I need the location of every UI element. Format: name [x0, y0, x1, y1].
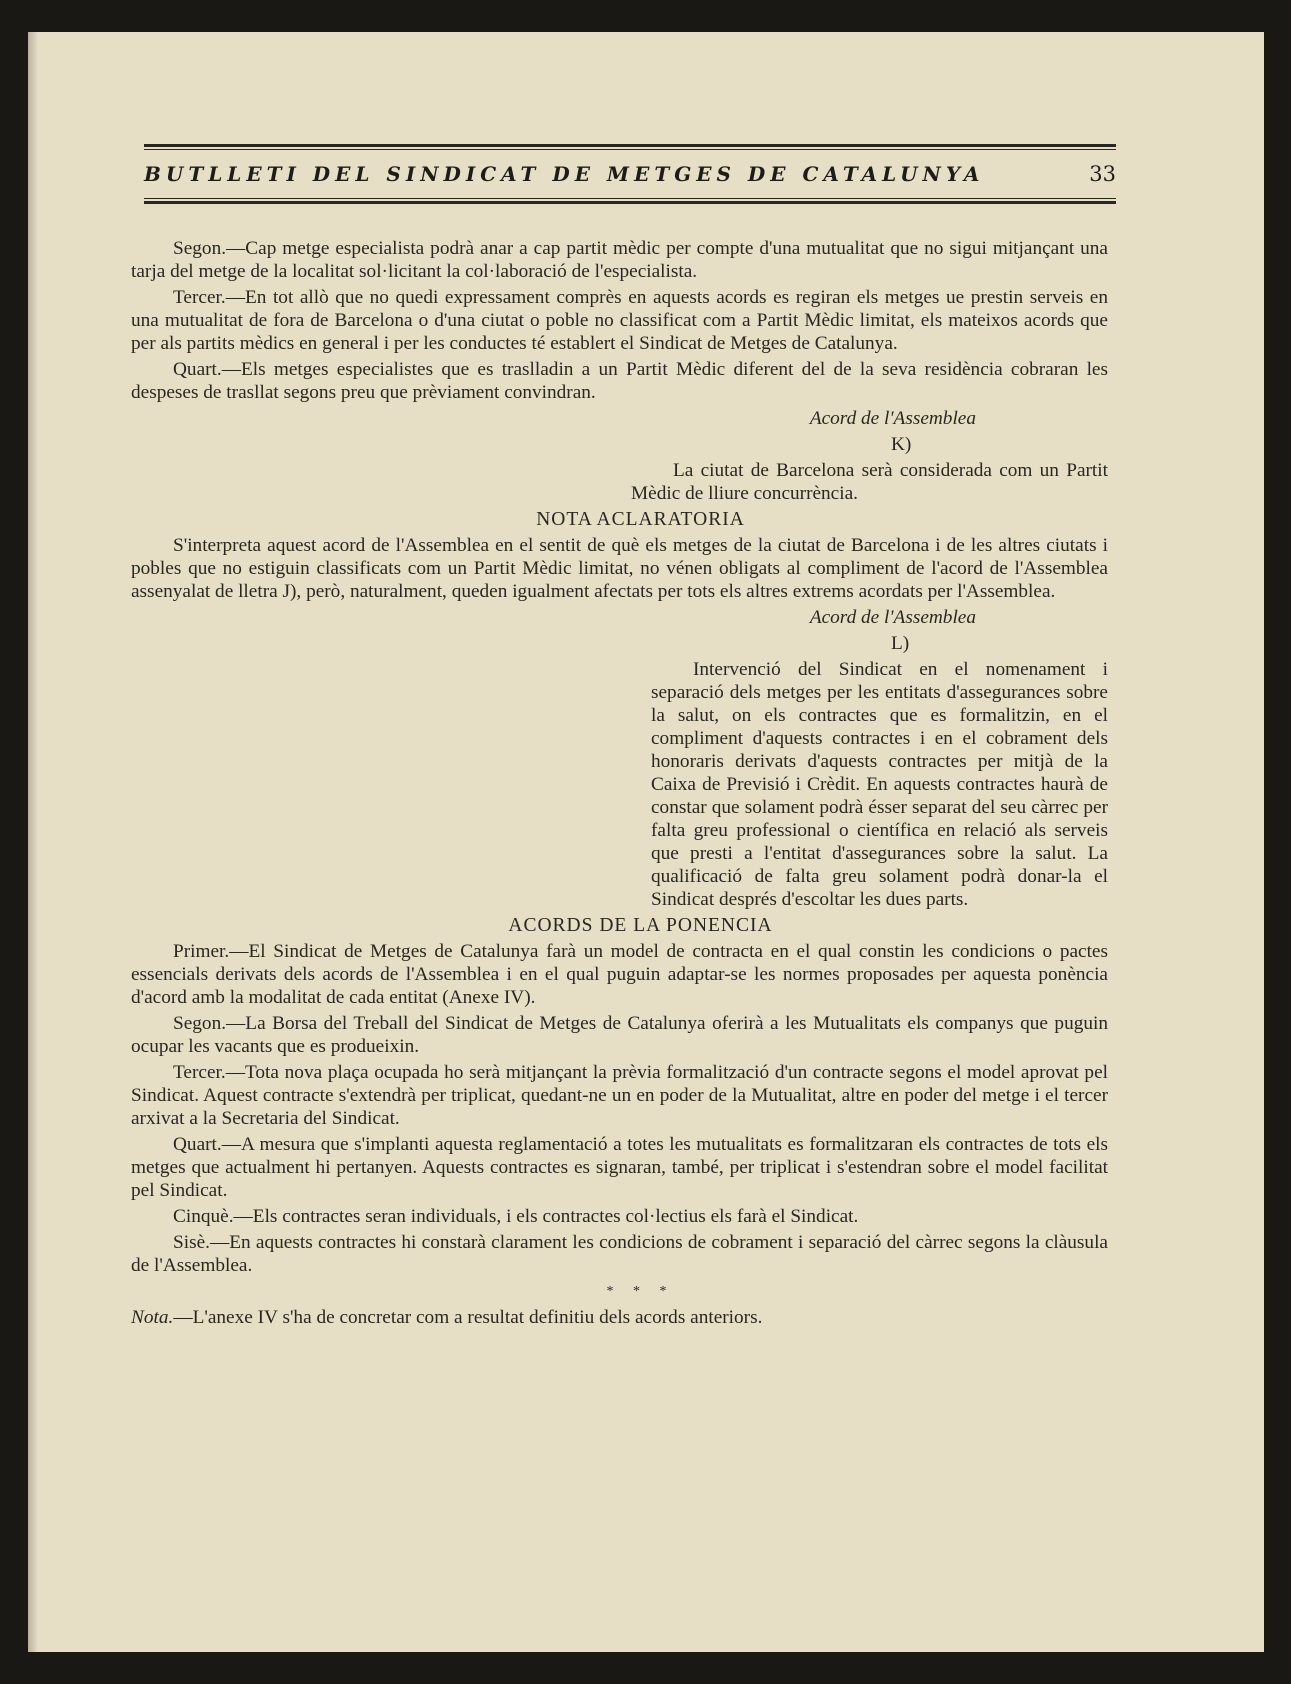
- acord-l-letter: L): [891, 633, 910, 654]
- acords-ponencia-heading: ACORDS DE LA PONENCIA: [508, 915, 773, 936]
- header-rule-bottom: [144, 201, 1116, 204]
- nota-aclaratoria-text: S'interpreta aquest acord de l'Assemblea en el sentit de què els metges de la ciutat de Barcelona i de les altres ciutats i pobles que no estiguin classificats com un Partit Mèdic limitat, no vénen obligats al compliment de l'acord de l'Assemblea assenyalat de lletra J), però, naturalment, queden igualment afectats per tots els altres extrems acordats per l'Assemblea.: [131, 535, 1108, 602]
- page-number: 33: [1089, 162, 1116, 186]
- paragraph-tercer: Tercer.—En tot allò que no quedi expressament comprès en aquests acords es regiran els metges ue prestin serveis en una mutualitat de fora de Barcelona o d'una ciutat o poble no classificat com a Partit Mèdic limitat, els mateixos acords que per als partits mèdics en general i per les conductes té establert el Sindicat de Metges de Catalunya.: [131, 287, 1108, 354]
- ponencia-item-quart: Quart.—A mesura que s'implanti aquesta reglamentació a totes les mutualitats es formalitzaran els contractes de tots els metges que actualment hi pertanyen. Aquests contractes es signaran, també, per triplicat i s'estendran sobre el model facilitat pel Sindicat.: [131, 1134, 1108, 1201]
- running-title-row: [144, 158, 1116, 190]
- acord-l-label: Acord de l'Assemblea: [809, 607, 976, 628]
- ponencia-item-primer: Primer.—El Sindicat de Metges de Catalunya farà un model de contracta en el qual constin les condicions o pactes essencials derivats dels acords de l'Assemblea i en el qual puguin adaptar-se les normes proposades per aquesta ponència d'acord amb la modalitat de cada entitat (Anexe IV).: [131, 941, 1108, 1008]
- running-title: BUTLLETI DEL SINDICAT DE METGES DE CATALUNYA: [144, 162, 985, 186]
- acord-k-label: Acord de l'Assemblea: [809, 408, 976, 429]
- nota-final-text: —L'anexe IV s'ha de concretar com a resultat definitiu dels acords anteriors.: [173, 1307, 763, 1328]
- nota-aclaratoria-heading: NOTA ACLARATORIA: [536, 509, 745, 530]
- ponencia-item-segon: Segon.—La Borsa del Treball del Sindicat de Metges de Catalunya oferirà a les Mutualitats els companys que puguin ocupar les vacants que es produeixin.: [131, 1013, 1108, 1057]
- header-rule-bottom-thin: [144, 198, 1116, 199]
- header-rule-top: [144, 144, 1116, 147]
- ponencia-item-cinque: Cinquè.—Els contractes seran individuals, i els contractes col·lectius els farà el Sindicat.: [173, 1206, 859, 1227]
- nota-final-label: Nota.: [131, 1307, 174, 1328]
- running-header: [144, 144, 1116, 228]
- body-text: [131, 237, 1108, 1329]
- header-rule-top-thin: [144, 149, 1116, 150]
- section-separator: * * *: [606, 1284, 675, 1299]
- document-page: [28, 32, 1264, 1652]
- ponencia-item-sise: Sisè.—En aquests contractes hi constarà clarament les condicions de cobrament i separació del càrrec segons la clàusula de l'Assemblea.: [131, 1232, 1108, 1276]
- acord-k-letter: K): [891, 434, 912, 455]
- paragraph-quart: Quart.—Els metges especialistes que es traslladin a un Partit Mèdic diferent del de la seva residència cobraran les despeses de trasllat segons preu que prèviament convindran.: [131, 359, 1108, 403]
- ponencia-item-tercer: Tercer.—Tota nova plaça ocupada ho serà mitjançant la prèvia formalització d'un contracte segons el model aprovat pel Sindicat. Aquest contracte s'extendrà per triplicat, quedant-ne un en poder de la Mutualitat, altre en poder del metge i el tercer arxivat a la Secretaria del Sindicat.: [131, 1062, 1108, 1129]
- paragraph-segon: Segon.—Cap metge especialista podrà anar a cap partit mèdic per compte d'una mutualitat que no sigui mitjançant una tarja del metge de la localitat sol·licitant la col·laboració de l'especialista.: [131, 238, 1108, 282]
- acord-l-text: Intervenció del Sindicat en el nomenament i separació dels metges per les entitats d'assegurances sobre la salut, on els contractes que es formalitzin, en el compliment d'aquests contractes i en el cobrament dels honoraris derivats d'aquests contractes per mitjà de la Caixa de Previsió i Crèdit. En aquests contractes haurà de constar que solament podrà ésser separat del seu càrrec per falta greu professional o científica en relació als serveis que presti a l'entitat d'assegurances sobre la salut. La qualificació de falta greu solament podrà donar-la el Sindicat després d'escoltar les dues parts.: [651, 659, 1108, 910]
- nota-final: [131, 1306, 1108, 1329]
- acord-k-text: La ciutat de Barcelona serà considerada com un Partit Mèdic de lliure concurrència.: [631, 460, 1108, 504]
- page-edge-shadow: [28, 32, 38, 1652]
